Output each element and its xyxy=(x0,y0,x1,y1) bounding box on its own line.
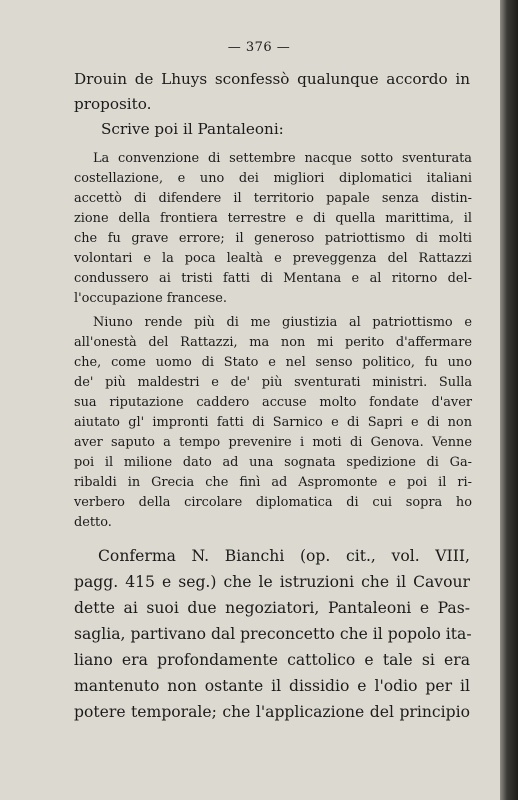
text-line: aiutato gl' improntі fatti di Sarnico e di Sapri e di non xyxy=(74,415,472,430)
text-line: condussero ai tristi fatti di Mentana e al ritorno del- xyxy=(74,271,472,286)
text-line: saglia, partivano dal preconcetto che il popolo ita- xyxy=(74,625,472,643)
text-line: mantenuto non ostante il dissidio e l'odio per il xyxy=(74,677,470,695)
text-line: l'occupazione francese. xyxy=(74,291,227,306)
text-line: Niuno rende più di me giustizia al patriottismo e xyxy=(93,315,472,330)
text-line: Scrive poi il Pantaleoni: xyxy=(101,120,284,138)
text-line: proposito. xyxy=(74,95,152,113)
text-line: che fu grave errore; il generoso patriottismo di molti xyxy=(74,231,472,246)
text-line: all'onestà del Rattazzi, ma non mi perito d'affermare xyxy=(74,335,472,350)
text-line: detto. xyxy=(74,515,112,530)
text-line: accettò di difendere il territorio papale senza distin- xyxy=(74,191,472,206)
text-line: aver saputo a tempo prevenire i moti di Genova. Venne xyxy=(74,435,472,450)
text-line: poi il milione dato ad una sognata spedizione di Ga- xyxy=(74,455,472,470)
text-line: che, come uomo di Stato e nel senso politico, fu uno xyxy=(74,355,472,370)
text-line: Conferma N. Bianchi (op. cit., vol. VIII, xyxy=(98,547,470,565)
page-edge-shadow xyxy=(500,0,518,800)
text-line: ribaldi in Grecia che finì ad Aspromonte e poi il ri- xyxy=(74,475,472,490)
text-line: potere temporale; che l'applicazione del principio xyxy=(74,703,470,721)
text-line: de' più maldestri e de' più sventurati ministri. Sulla xyxy=(74,375,472,390)
text-line: verbero della circolare diplomatica di cui sopra ho xyxy=(74,495,472,510)
text-line: liano era profondamente cattolico e tale si era xyxy=(74,651,470,669)
text-line: Drouin de Lhuys sconfessò qualunque accordo in xyxy=(74,70,470,88)
text-line: volontari e la poca lealtà e preveggenza del Rattazzi xyxy=(74,251,472,266)
text-line: La convenzione di settembre nacque sotto sventurata xyxy=(93,151,472,166)
text-line: zione della frontiera terrestre e di quella marittima, il xyxy=(74,211,472,226)
page-number: — 376 — xyxy=(227,40,291,55)
text-line: pagg. 415 e seg.) che le istruzioni che il Cavour xyxy=(74,573,470,591)
text-line: dette ai suoi due negoziatori, Pantaleoni e Pas- xyxy=(74,599,470,617)
text-line: costellazione, e uno dei migliori diplomatici italiani xyxy=(74,171,472,186)
text-line: sua riputazione caddero accuse molto fondate d'aver xyxy=(74,395,472,410)
